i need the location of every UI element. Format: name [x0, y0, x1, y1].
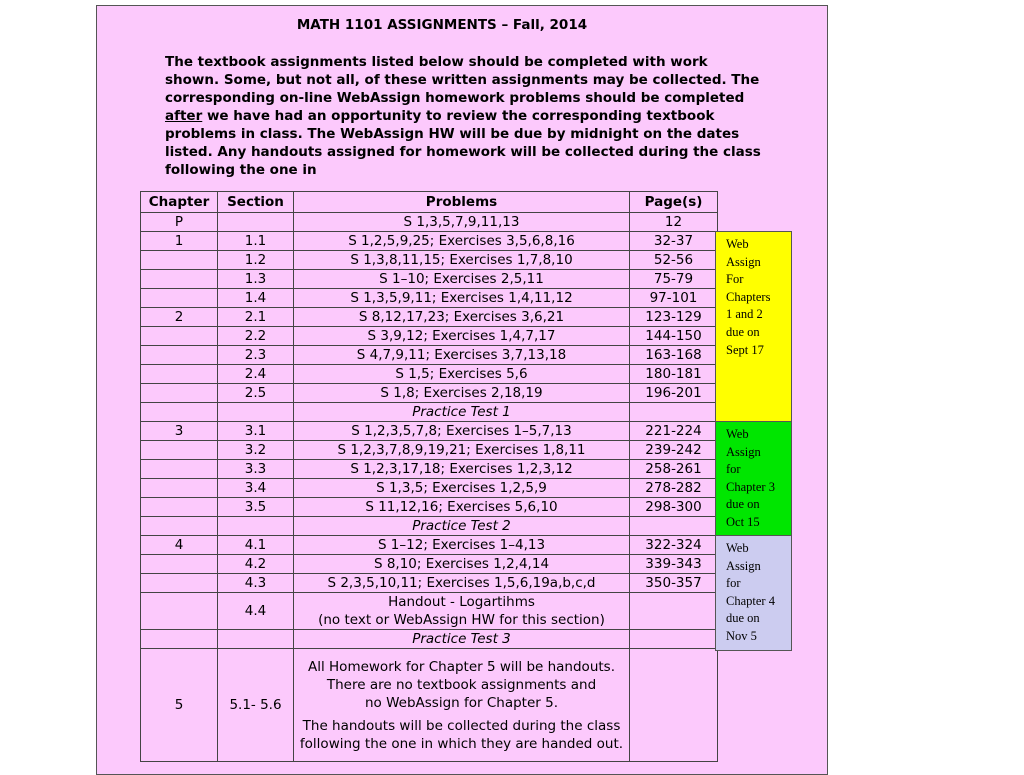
- handout-line-2: (no text or WebAssign HW for this section): [318, 612, 605, 628]
- section-cell: 1.2: [218, 251, 294, 270]
- assignments-table: [140, 191, 718, 762]
- pages-cell: 32-37: [630, 232, 718, 251]
- table-row-practice-test-3: [141, 630, 718, 649]
- pages-cell: 163-168: [630, 346, 718, 365]
- webassign-note-line: Web: [726, 541, 749, 555]
- section-cell: [218, 403, 294, 422]
- pages-cell: 123-129: [630, 308, 718, 327]
- webassign-note-line: for: [726, 462, 741, 477]
- intro-text-2: we have had an opportunity to review the corresponding textbook problems in class. The WebAssign HW will be due by midnight on the dates listed. Any handouts assigned for homework will be collected during the class following the one in: [165, 108, 761, 178]
- problems-cell: S 1,2,3,5,7,8; Exercises 1–5,7,13: [294, 422, 630, 441]
- table-row: [141, 555, 718, 574]
- webassign-note-line: due on: [726, 497, 760, 512]
- section-cell: 3.1: [218, 422, 294, 441]
- chapter-cell: P: [141, 213, 218, 232]
- problems-cell: S 8,12,17,23; Exercises 3,6,21: [294, 308, 630, 327]
- pages-cell: 180-181: [630, 365, 718, 384]
- problems-cell: S 1,2,3,7,8,9,19,21; Exercises 1,8,11: [294, 441, 630, 460]
- pages-cell: [630, 403, 718, 422]
- section-cell: 4.2: [218, 555, 294, 574]
- webassign-note-line: Assign: [726, 254, 761, 269]
- chapter-cell: [141, 327, 218, 346]
- section-cell: 4.1: [218, 536, 294, 555]
- section-cell: 2.1: [218, 308, 294, 327]
- chapter-cell: [141, 498, 218, 517]
- webassign-note-line: Web: [726, 237, 749, 251]
- webassign-note-line: Oct 15: [726, 514, 760, 529]
- chapter5-note-line: following the one in which they are handed out.: [299, 735, 624, 752]
- pages-cell: [630, 593, 718, 630]
- chapter-cell: 3: [141, 422, 218, 441]
- problems-cell: S 1–12; Exercises 1–4,13: [294, 536, 630, 555]
- chapter-cell: [141, 365, 218, 384]
- table-row: [141, 536, 718, 555]
- chapter-cell: [141, 555, 218, 574]
- table-row: [141, 441, 718, 460]
- chapter-cell: [141, 460, 218, 479]
- chapter-cell: [141, 517, 218, 536]
- problems-cell: S 4,7,9,11; Exercises 3,7,13,18: [294, 346, 630, 365]
- table-row: [141, 308, 718, 327]
- pages-cell: 52-56: [630, 251, 718, 270]
- pages-cell: 258-261: [630, 460, 718, 479]
- chapter-cell: [141, 479, 218, 498]
- pages-cell: 239-242: [630, 441, 718, 460]
- webassign-note-chapter-4: [715, 535, 792, 651]
- table-row: [141, 289, 718, 308]
- pages-cell: 339-343: [630, 555, 718, 574]
- pages-cell: 97-101: [630, 289, 718, 308]
- webassign-note-line: Assign: [726, 558, 761, 573]
- table-row: [141, 365, 718, 384]
- chapter-cell: [141, 270, 218, 289]
- pages-cell: 196-201: [630, 384, 718, 403]
- section-cell: 1.4: [218, 289, 294, 308]
- problems-cell: S 1,2,5,9,25; Exercises 3,5,6,8,16: [294, 232, 630, 251]
- problems-cell: S 1,5; Exercises 5,6: [294, 365, 630, 384]
- pages-cell: 221-224: [630, 422, 718, 441]
- table-row: [141, 422, 718, 441]
- problems-cell: S 2,3,5,10,11; Exercises 1,5,6,19a,b,c,d: [294, 574, 630, 593]
- chapter-cell: 1: [141, 232, 218, 251]
- chapter5-note-line: no WebAssign for Chapter 5.: [364, 694, 558, 711]
- webassign-note-line: Assign: [726, 444, 761, 459]
- table-row: [141, 346, 718, 365]
- table-row: [141, 460, 718, 479]
- table-header-row: [141, 192, 718, 213]
- webassign-note-line: due on: [726, 611, 760, 626]
- problems-cell: S 11,12,16; Exercises 5,6,10: [294, 498, 630, 517]
- section-cell: [218, 213, 294, 232]
- chapter-cell: 2: [141, 308, 218, 327]
- pages-cell: 298-300: [630, 498, 718, 517]
- table-row: [141, 498, 718, 517]
- chapter5-notes-cell: [294, 649, 630, 762]
- section-cell: 5.1- 5.6: [218, 649, 294, 762]
- pages-cell: 75-79: [630, 270, 718, 289]
- chapter-cell: [141, 403, 218, 422]
- table-row: [141, 403, 718, 422]
- webassign-note-line: Nov 5: [726, 628, 757, 643]
- webassign-note-chapters-1-2: [715, 231, 792, 422]
- chapter5-note-line: All Homework for Chapter 5 will be handouts.: [308, 658, 615, 675]
- chapter5-note-line: There are no textbook assignments and: [326, 676, 597, 693]
- chapter-cell: 4: [141, 536, 218, 555]
- problems-cell: S 1,3,5,9,11; Exercises 1,4,11,12: [294, 289, 630, 308]
- section-cell: 2.3: [218, 346, 294, 365]
- section-cell: 2.4: [218, 365, 294, 384]
- chapter-cell: [141, 289, 218, 308]
- chapter-cell: [141, 630, 218, 649]
- table-row-4-4: [141, 593, 718, 630]
- section-cell: 4.3: [218, 574, 294, 593]
- intro-underlined-word: after: [165, 108, 203, 124]
- webassign-note-line: due on: [726, 324, 760, 339]
- webassign-note-line: Chapters: [726, 289, 771, 304]
- table-row: [141, 213, 718, 232]
- section-cell: 3.4: [218, 479, 294, 498]
- section-cell: 3.3: [218, 460, 294, 479]
- table-row: [141, 517, 718, 536]
- chapter-cell: [141, 346, 218, 365]
- intro-text-1: The textbook assignments listed below should be completed with work shown. Some, but not all, of these written assignments may be collected. The corresponding on-line WebAssign homework problems should be completed: [165, 54, 760, 106]
- header-problems: Problems: [294, 192, 630, 213]
- table-row: [141, 232, 718, 251]
- table-row: [141, 384, 718, 403]
- pages-cell: 144-150: [630, 327, 718, 346]
- table-row: [141, 251, 718, 270]
- section-cell: 1.1: [218, 232, 294, 251]
- chapter-cell: [141, 441, 218, 460]
- practice-test-cell: Practice Test 2: [294, 517, 630, 536]
- table-row-chapter-5: [141, 649, 718, 762]
- problems-cell: S 1,3,8,11,15; Exercises 1,7,8,10: [294, 251, 630, 270]
- header-chapter: Chapter: [141, 192, 218, 213]
- pages-cell: 278-282: [630, 479, 718, 498]
- problems-cell: S 1,3,5; Exercises 1,2,5,9: [294, 479, 630, 498]
- pages-cell: [630, 649, 718, 762]
- problems-cell: S 3,9,12; Exercises 1,4,7,17: [294, 327, 630, 346]
- table-body: [141, 213, 718, 762]
- header-pages: Page(s): [630, 192, 718, 213]
- table-row: [141, 574, 718, 593]
- section-cell: [218, 630, 294, 649]
- pages-cell: [630, 517, 718, 536]
- pages-cell: 322-324: [630, 536, 718, 555]
- section-cell: 2.2: [218, 327, 294, 346]
- chapter-cell: [141, 574, 218, 593]
- practice-test-cell: Practice Test 1: [294, 403, 630, 422]
- chapter-cell: [141, 384, 218, 403]
- webassign-note-line: 1 and 2: [726, 307, 763, 322]
- section-cell: 1.3: [218, 270, 294, 289]
- table-row: [141, 479, 718, 498]
- webassign-note-line: For: [726, 272, 744, 287]
- section-cell: 4.4: [218, 593, 294, 630]
- section-cell: 3.5: [218, 498, 294, 517]
- webassign-note-chapter-3: [715, 421, 792, 536]
- page-title: MATH 1101 ASSIGNMENTS – Fall, 2014: [296, 17, 588, 33]
- problems-cell: S 8,10; Exercises 1,2,4,14: [294, 555, 630, 574]
- webassign-note-line: for: [726, 576, 741, 591]
- problems-cell: S 1,2,3,17,18; Exercises 1,2,3,12: [294, 460, 630, 479]
- pages-cell: 350-357: [630, 574, 718, 593]
- table-row: [141, 327, 718, 346]
- webassign-note-line: Chapter 4: [726, 593, 775, 608]
- pages-cell: [630, 630, 718, 649]
- webassign-note-line: Sept 17: [726, 342, 764, 357]
- header-section: Section: [218, 192, 294, 213]
- chapter5-note-line: The handouts will be collected during the class: [302, 717, 621, 734]
- section-cell: [218, 517, 294, 536]
- webassign-note-line: Web: [726, 427, 749, 441]
- section-cell: 2.5: [218, 384, 294, 403]
- problems-cell: S 1–10; Exercises 2,5,11: [294, 270, 630, 289]
- pages-cell: 12: [630, 213, 718, 232]
- webassign-note-line: Chapter 3: [726, 479, 775, 494]
- practice-test-cell: Practice Test 3: [294, 630, 630, 649]
- problems-cell: S 1,3,5,7,9,11,13: [294, 213, 630, 232]
- problems-cell: [294, 593, 630, 630]
- intro-paragraph: [165, 53, 765, 179]
- table-row: [141, 270, 718, 289]
- chapter-cell: 5: [141, 649, 218, 762]
- handout-line-1: Handout - Logartihms: [388, 594, 535, 610]
- chapter-cell: [141, 251, 218, 270]
- chapter-cell: [141, 593, 218, 630]
- problems-cell: S 1,8; Exercises 2,18,19: [294, 384, 630, 403]
- section-cell: 3.2: [218, 441, 294, 460]
